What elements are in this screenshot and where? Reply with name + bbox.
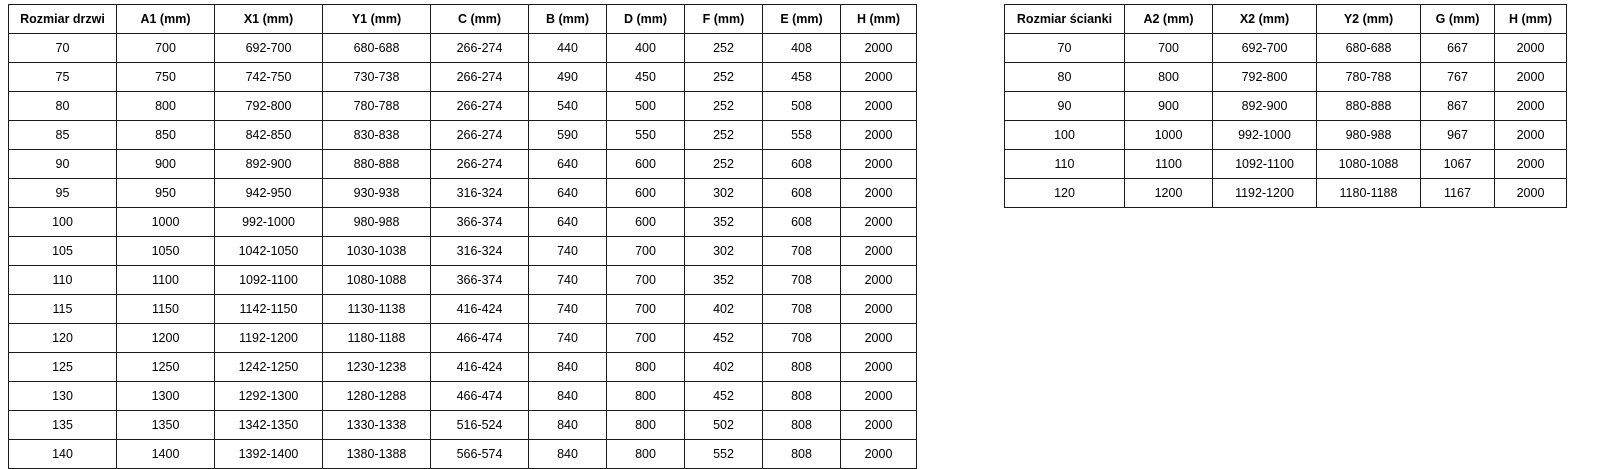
doors-table-cell: 140: [9, 440, 117, 469]
doors-table-cell: 1300: [117, 382, 215, 411]
doors-table-cell: 466-474: [431, 382, 529, 411]
wall-table-cell: 1180-1188: [1317, 179, 1421, 208]
table-row: [9, 63, 917, 92]
table-row: [9, 121, 917, 150]
doors-table-cell: 640: [529, 150, 607, 179]
doors-table-cell: 1100: [117, 266, 215, 295]
doors-table-cell: 942-950: [215, 179, 323, 208]
doors-table-cell: 316-324: [431, 237, 529, 266]
table-row: [9, 266, 917, 295]
table-row: [1005, 34, 1567, 63]
doors-table-cell: 808: [763, 382, 841, 411]
doors-table-cell: 742-750: [215, 63, 323, 92]
doors-table-column-header: D (mm): [607, 5, 685, 34]
doors-table-cell: 266-274: [431, 92, 529, 121]
wall-table-cell: 100: [1005, 121, 1125, 150]
doors-table-cell: 1092-1100: [215, 266, 323, 295]
doors-table-cell: 992-1000: [215, 208, 323, 237]
table-row: [1005, 179, 1567, 208]
doors-table-cell: 1192-1200: [215, 324, 323, 353]
doors-table-cell: 105: [9, 237, 117, 266]
doors-table-cell: 892-900: [215, 150, 323, 179]
doors-table-column-header: E (mm): [763, 5, 841, 34]
doors-table-cell: 1000: [117, 208, 215, 237]
doors-table-cell: 266-274: [431, 150, 529, 179]
doors-table-cell: 2000: [841, 411, 917, 440]
doors-table-cell: 608: [763, 150, 841, 179]
wall-table-cell: 900: [1125, 92, 1213, 121]
doors-table-cell: 366-374: [431, 208, 529, 237]
table-row: [9, 295, 917, 324]
wall-table-cell: 880-888: [1317, 92, 1421, 121]
wall-table-cell: 667: [1421, 34, 1495, 63]
doors-table-cell: 740: [529, 237, 607, 266]
wall-table-column-header: Y2 (mm): [1317, 5, 1421, 34]
doors-table-cell: 608: [763, 208, 841, 237]
doors-table-cell: 700: [607, 237, 685, 266]
doors-table-cell: 2000: [841, 179, 917, 208]
wall-table-cell: 780-788: [1317, 63, 1421, 92]
doors-table-cell: 466-474: [431, 324, 529, 353]
doors-table-cell: 900: [117, 150, 215, 179]
wall-table-cell: 1200: [1125, 179, 1213, 208]
wall-table-column-header: H (mm): [1495, 5, 1567, 34]
doors-table-cell: 85: [9, 121, 117, 150]
doors-table-cell: 2000: [841, 353, 917, 382]
wall-table-cell: 80: [1005, 63, 1125, 92]
doors-table-cell: 125: [9, 353, 117, 382]
doors-table-cell: 115: [9, 295, 117, 324]
table-row: [9, 34, 917, 63]
doors-table-cell: 500: [607, 92, 685, 121]
wall-table-column-header: G (mm): [1421, 5, 1495, 34]
doors-table-cell: 266-274: [431, 121, 529, 150]
table-row: [9, 208, 917, 237]
doors-table-cell: 508: [763, 92, 841, 121]
wall-table-cell: 692-700: [1213, 34, 1317, 63]
doors-table-cell: 980-988: [323, 208, 431, 237]
doors-table-cell: 70: [9, 34, 117, 63]
doors-table-cell: 402: [685, 295, 763, 324]
wall-table-cell: 867: [1421, 92, 1495, 121]
wall-table-body: [1005, 34, 1567, 208]
wall-table-column-header: Rozmiar ścianki: [1005, 5, 1125, 34]
wall-table-cell: 2000: [1495, 179, 1567, 208]
wall-table-cell: 1080-1088: [1317, 150, 1421, 179]
doors-table-column-header: C (mm): [431, 5, 529, 34]
doors-table-cell: 540: [529, 92, 607, 121]
wall-table-cell: 90: [1005, 92, 1125, 121]
table-row: [9, 237, 917, 266]
doors-table-cell: 640: [529, 179, 607, 208]
doors-table-cell: 1350: [117, 411, 215, 440]
doors-table-cell: 402: [685, 353, 763, 382]
doors-table-cell: 110: [9, 266, 117, 295]
doors-table-column-header: F (mm): [685, 5, 763, 34]
doors-table-cell: 552: [685, 440, 763, 469]
doors-table-cell: 1030-1038: [323, 237, 431, 266]
doors-table-cell: 130: [9, 382, 117, 411]
doors-table-cell: 1380-1388: [323, 440, 431, 469]
table-row: [9, 440, 917, 469]
doors-table-cell: 352: [685, 266, 763, 295]
doors-table-cell: 80: [9, 92, 117, 121]
wall-table-column-header: A2 (mm): [1125, 5, 1213, 34]
doors-table-body: [9, 34, 917, 469]
doors-table-column-header: B (mm): [529, 5, 607, 34]
wall-table-cell: 800: [1125, 63, 1213, 92]
doors-table-column-header: X1 (mm): [215, 5, 323, 34]
doors-table-cell: 600: [607, 150, 685, 179]
doors-table-cell: 880-888: [323, 150, 431, 179]
wall-table-cell: 700: [1125, 34, 1213, 63]
wall-table-cell: 2000: [1495, 34, 1567, 63]
doors-table-cell: 458: [763, 63, 841, 92]
doors-table-cell: 266-274: [431, 34, 529, 63]
wall-table-cell: 120: [1005, 179, 1125, 208]
doors-table-cell: 302: [685, 237, 763, 266]
doors-table-cell: 700: [607, 324, 685, 353]
table-row: [9, 92, 917, 121]
doors-table-cell: 2000: [841, 121, 917, 150]
doors-table-cell: 450: [607, 63, 685, 92]
doors-table-cell: 740: [529, 295, 607, 324]
doors-table-cell: 800: [607, 411, 685, 440]
doors-table-cell: 2000: [841, 34, 917, 63]
doors-table-cell: 1150: [117, 295, 215, 324]
doors-table-cell: 730-738: [323, 63, 431, 92]
table-row: [1005, 92, 1567, 121]
doors-table-cell: 692-700: [215, 34, 323, 63]
wall-table-cell: 767: [1421, 63, 1495, 92]
doors-table-cell: 808: [763, 411, 841, 440]
doors-table-cell: 780-788: [323, 92, 431, 121]
doors-table-cell: 1392-1400: [215, 440, 323, 469]
table-row: [1005, 150, 1567, 179]
table-header-row: [1005, 5, 1567, 34]
doors-table-cell: 2000: [841, 208, 917, 237]
table-row: [1005, 63, 1567, 92]
doors-table-column-header: Y1 (mm): [323, 5, 431, 34]
wall-table-cell: 2000: [1495, 63, 1567, 92]
doors-table-cell: 1080-1088: [323, 266, 431, 295]
doors-table-cell: 800: [607, 353, 685, 382]
doors-table-cell: 840: [529, 411, 607, 440]
doors-table-cell: 792-800: [215, 92, 323, 121]
wall-table-cell: 2000: [1495, 121, 1567, 150]
wall-table-head: [1005, 5, 1567, 34]
doors-table-cell: 842-850: [215, 121, 323, 150]
doors-table-cell: 608: [763, 179, 841, 208]
doors-table-cell: 850: [117, 121, 215, 150]
doors-table-cell: 590: [529, 121, 607, 150]
table-row: [9, 150, 917, 179]
doors-table-cell: 808: [763, 440, 841, 469]
doors-table-column-header: Rozmiar drzwi: [9, 5, 117, 34]
doors-table-cell: 352: [685, 208, 763, 237]
doors-table-cell: 1330-1338: [323, 411, 431, 440]
doors-table-cell: 930-938: [323, 179, 431, 208]
doors-table-cell: 600: [607, 179, 685, 208]
doors-table-cell: 516-524: [431, 411, 529, 440]
doors-table-cell: 740: [529, 324, 607, 353]
doors-table-cell: 252: [685, 34, 763, 63]
doors-table-cell: 120: [9, 324, 117, 353]
doors-table-column-header: A1 (mm): [117, 5, 215, 34]
doors-table-cell: 316-324: [431, 179, 529, 208]
doors-table-cell: 1250: [117, 353, 215, 382]
doors-table-cell: 550: [607, 121, 685, 150]
doors-table-cell: 1242-1250: [215, 353, 323, 382]
doors-table-cell: 416-424: [431, 295, 529, 324]
wall-table-cell: 1067: [1421, 150, 1495, 179]
doors-table-cell: 640: [529, 208, 607, 237]
doors-table-cell: 1280-1288: [323, 382, 431, 411]
wall-table-cell: 992-1000: [1213, 121, 1317, 150]
wall-table-cell: 1000: [1125, 121, 1213, 150]
wall-table-cell: 2000: [1495, 92, 1567, 121]
table-row: [1005, 121, 1567, 150]
doors-table-cell: 252: [685, 121, 763, 150]
doors-table-cell: 1050: [117, 237, 215, 266]
wall-table-cell: 1100: [1125, 150, 1213, 179]
doors-table-cell: 708: [763, 324, 841, 353]
doors-table-cell: 400: [607, 34, 685, 63]
doors-table-cell: 490: [529, 63, 607, 92]
doors-table-cell: 2000: [841, 324, 917, 353]
doors-table-cell: 408: [763, 34, 841, 63]
wall-table-cell: 110: [1005, 150, 1125, 179]
table-row: [9, 324, 917, 353]
doors-table-head: [9, 5, 917, 34]
doors-table-cell: 2000: [841, 92, 917, 121]
doors-table-cell: 95: [9, 179, 117, 208]
doors-table-cell: 2000: [841, 63, 917, 92]
wall-table-container: [1004, 4, 1567, 208]
doors-table-cell: 2000: [841, 440, 917, 469]
wall-table-cell: 2000: [1495, 150, 1567, 179]
doors-table-cell: 252: [685, 150, 763, 179]
doors-table-cell: 2000: [841, 150, 917, 179]
doors-table-cell: 1130-1138: [323, 295, 431, 324]
doors-table-cell: 800: [607, 382, 685, 411]
doors-table-cell: 252: [685, 92, 763, 121]
wall-table-cell: 792-800: [1213, 63, 1317, 92]
doors-table-cell: 830-838: [323, 121, 431, 150]
doors-table-cell: 566-574: [431, 440, 529, 469]
doors-table-cell: 440: [529, 34, 607, 63]
wall-table-cell: 892-900: [1213, 92, 1317, 121]
doors-table-cell: 252: [685, 63, 763, 92]
table-header-row: [9, 5, 917, 34]
wall-table-column-header: X2 (mm): [1213, 5, 1317, 34]
wall-table-cell: 70: [1005, 34, 1125, 63]
wall-dimensions-table: [1004, 4, 1567, 208]
doors-table-cell: 708: [763, 266, 841, 295]
doors-table-cell: 366-374: [431, 266, 529, 295]
doors-table-cell: 1230-1238: [323, 353, 431, 382]
doors-table-cell: 1342-1350: [215, 411, 323, 440]
wall-table-cell: 1167: [1421, 179, 1495, 208]
doors-table-cell: 600: [607, 208, 685, 237]
doors-table-cell: 950: [117, 179, 215, 208]
table-row: [9, 353, 917, 382]
doors-table-cell: 800: [117, 92, 215, 121]
doors-table-cell: 800: [607, 440, 685, 469]
doors-table-cell: 266-274: [431, 63, 529, 92]
doors-table-cell: 90: [9, 150, 117, 179]
doors-table-cell: 840: [529, 353, 607, 382]
doors-table-cell: 1400: [117, 440, 215, 469]
doors-table-cell: 100: [9, 208, 117, 237]
doors-table-cell: 740: [529, 266, 607, 295]
table-row: [9, 179, 917, 208]
wall-table-cell: 980-988: [1317, 121, 1421, 150]
doors-table-cell: 1180-1188: [323, 324, 431, 353]
wall-table-cell: 967: [1421, 121, 1495, 150]
doors-table-cell: 416-424: [431, 353, 529, 382]
doors-dimensions-table: [8, 4, 917, 469]
wall-table-cell: 1192-1200: [1213, 179, 1317, 208]
doors-table-cell: 2000: [841, 295, 917, 324]
doors-table-cell: 2000: [841, 266, 917, 295]
doors-table-cell: 1042-1050: [215, 237, 323, 266]
doors-table-cell: 452: [685, 382, 763, 411]
doors-table-cell: 75: [9, 63, 117, 92]
doors-table-cell: 700: [117, 34, 215, 63]
doors-table-cell: 808: [763, 353, 841, 382]
doors-table-cell: 700: [607, 266, 685, 295]
doors-table-cell: 2000: [841, 382, 917, 411]
doors-table-cell: 708: [763, 295, 841, 324]
doors-table-container: [8, 4, 917, 469]
doors-table-cell: 700: [607, 295, 685, 324]
doors-table-cell: 452: [685, 324, 763, 353]
doors-table-cell: 1292-1300: [215, 382, 323, 411]
doors-table-column-header: H (mm): [841, 5, 917, 34]
doors-table-cell: 558: [763, 121, 841, 150]
doors-table-cell: 840: [529, 440, 607, 469]
table-row: [9, 382, 917, 411]
doors-table-cell: 502: [685, 411, 763, 440]
doors-table-cell: 2000: [841, 237, 917, 266]
doors-table-cell: 840: [529, 382, 607, 411]
doors-table-cell: 680-688: [323, 34, 431, 63]
doors-table-cell: 302: [685, 179, 763, 208]
doors-table-cell: 750: [117, 63, 215, 92]
wall-table-cell: 1092-1100: [1213, 150, 1317, 179]
doors-table-cell: 1200: [117, 324, 215, 353]
wall-table-cell: 680-688: [1317, 34, 1421, 63]
doors-table-cell: 1142-1150: [215, 295, 323, 324]
doors-table-cell: 708: [763, 237, 841, 266]
table-row: [9, 411, 917, 440]
doors-table-cell: 135: [9, 411, 117, 440]
